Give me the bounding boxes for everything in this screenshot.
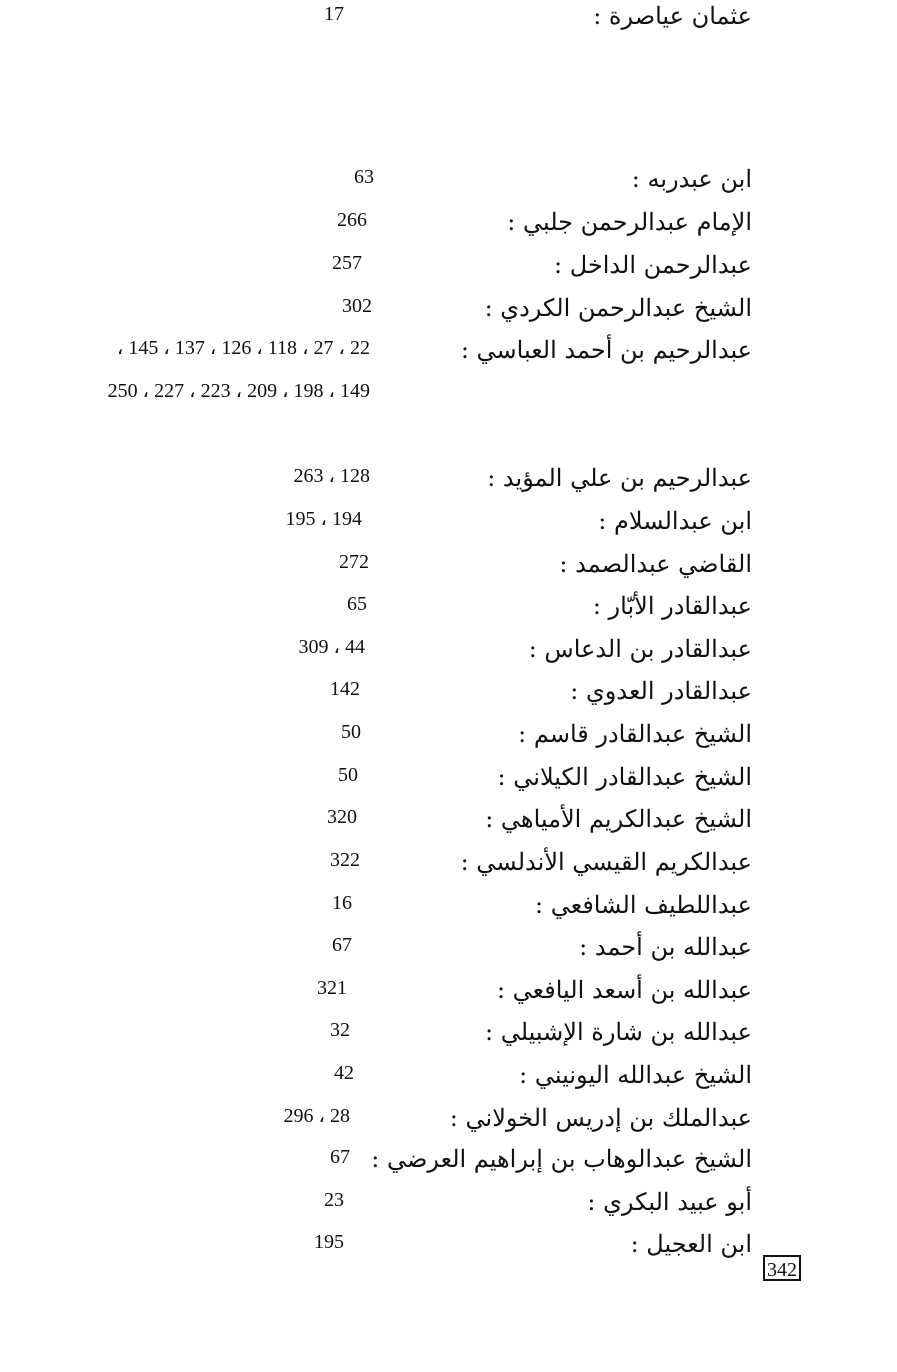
index-entry: [0, 633, 897, 673]
entry-name: عثمان عياصرة :: [593, 2, 752, 30]
entry-name: عبدالقادر الأبّار :: [592, 592, 752, 620]
entry-name: عبدالملك بن إدريس الخولاني :: [449, 1104, 752, 1132]
index-entry: [0, 0, 897, 40]
index-entry: [0, 1059, 897, 1099]
index-entry: [0, 761, 897, 801]
index-entry-continuation: [0, 377, 897, 417]
index-entry: [0, 1186, 897, 1226]
entry-name: عبداللطيف الشافعي :: [535, 891, 752, 919]
index-entry: [0, 1016, 897, 1056]
entry-pages: 42: [334, 1062, 354, 1084]
entry-pages: 194 ، 195: [285, 508, 362, 530]
index-entry: [0, 889, 897, 929]
entry-name: عبدالرحيم بن أحمد العباسي :: [460, 336, 752, 364]
entry-name: عبدالرحمن الداخل :: [554, 251, 752, 279]
entry-pages: 67: [332, 934, 352, 956]
entry-name: الشيخ عبدالرحمن الكردي :: [484, 294, 752, 322]
entry-pages: 67: [330, 1146, 350, 1168]
index-entry: [0, 249, 897, 289]
entry-name: عبدالكريم القيسي الأندلسي :: [460, 848, 752, 876]
index-entry: [0, 548, 897, 588]
index-entry: [0, 462, 897, 502]
index-entry: [0, 206, 897, 246]
entry-name: أبو عبيد البكري :: [587, 1188, 752, 1216]
entry-name: ابن العجيل :: [630, 1230, 752, 1258]
entry-pages: 28 ، 296: [283, 1105, 350, 1127]
entry-name: الشيخ عبدالوهاب بن إبراهيم العرضي :: [371, 1145, 752, 1173]
entry-name: الإمام عبدالرحمن جلبي :: [507, 208, 752, 236]
entry-pages: 22 ، 27 ، 118 ، 126 ، 137 ، 145 ،: [116, 337, 370, 359]
entry-name: عبدالقادر العدوي :: [570, 677, 752, 705]
entry-pages: 32: [330, 1019, 350, 1041]
index-entry: [0, 1102, 897, 1142]
index-entry: [0, 931, 897, 971]
index-entry: [0, 846, 897, 886]
entry-pages: 50: [341, 721, 361, 743]
index-entry: [0, 163, 897, 203]
entry-name: القاضي عبدالصمد :: [559, 550, 752, 578]
entry-name: الشيخ عبدالقادر الكيلاني :: [497, 763, 752, 791]
entry-pages: 17: [324, 3, 344, 25]
entry-pages: 128 ، 263: [293, 465, 370, 487]
entry-pages: 63: [354, 166, 374, 188]
entry-pages: 302: [342, 295, 372, 317]
index-entry: [0, 718, 897, 758]
index-entry: [0, 334, 897, 374]
page-number: 342: [763, 1255, 801, 1281]
entry-pages: 50: [338, 764, 358, 786]
entry-name: عبدالله بن أسعد اليافعي :: [496, 976, 752, 1004]
entry-pages: 257: [332, 252, 362, 274]
entry-pages: 322: [330, 849, 360, 871]
entry-name: عبدالقادر بن الدعاس :: [528, 635, 752, 663]
entry-pages: 16: [332, 892, 352, 914]
index-entry: [0, 803, 897, 843]
entry-pages: 44 ، 309: [298, 636, 365, 658]
index-entry: [0, 1143, 897, 1183]
index-entry: [0, 505, 897, 545]
entry-pages: 23: [324, 1189, 344, 1211]
entry-name: عبدالله بن أحمد :: [579, 933, 752, 961]
entry-pages: 272: [339, 551, 369, 573]
entry-name: الشيخ عبدالقادر قاسم :: [518, 720, 752, 748]
entry-name: ابن عبدالسلام :: [598, 507, 752, 535]
index-entry: [0, 675, 897, 715]
index-entry: [0, 974, 897, 1014]
index-entry: [0, 292, 897, 332]
entry-name: عبدالله بن شارة الإشبيلي :: [485, 1018, 752, 1046]
entry-pages: 266: [337, 209, 367, 231]
entry-pages: 142: [330, 678, 360, 700]
entry-pages: 65: [347, 593, 367, 615]
entry-pages-continued: 149 ، 198 ، 209 ، 223 ، 227 ، 250: [107, 380, 370, 402]
entry-name: الشيخ عبدالكريم الأمياهي :: [485, 805, 752, 833]
entry-name: عبدالرحيم بن علي المؤيد :: [487, 464, 752, 492]
entry-name: ابن عبدربه :: [631, 165, 752, 193]
entry-name: الشيخ عبدالله اليونيني :: [519, 1061, 752, 1089]
index-entry: [0, 590, 897, 630]
entry-pages: 321: [317, 977, 347, 999]
entry-pages: 195: [314, 1231, 344, 1253]
entry-pages: 320: [327, 806, 357, 828]
